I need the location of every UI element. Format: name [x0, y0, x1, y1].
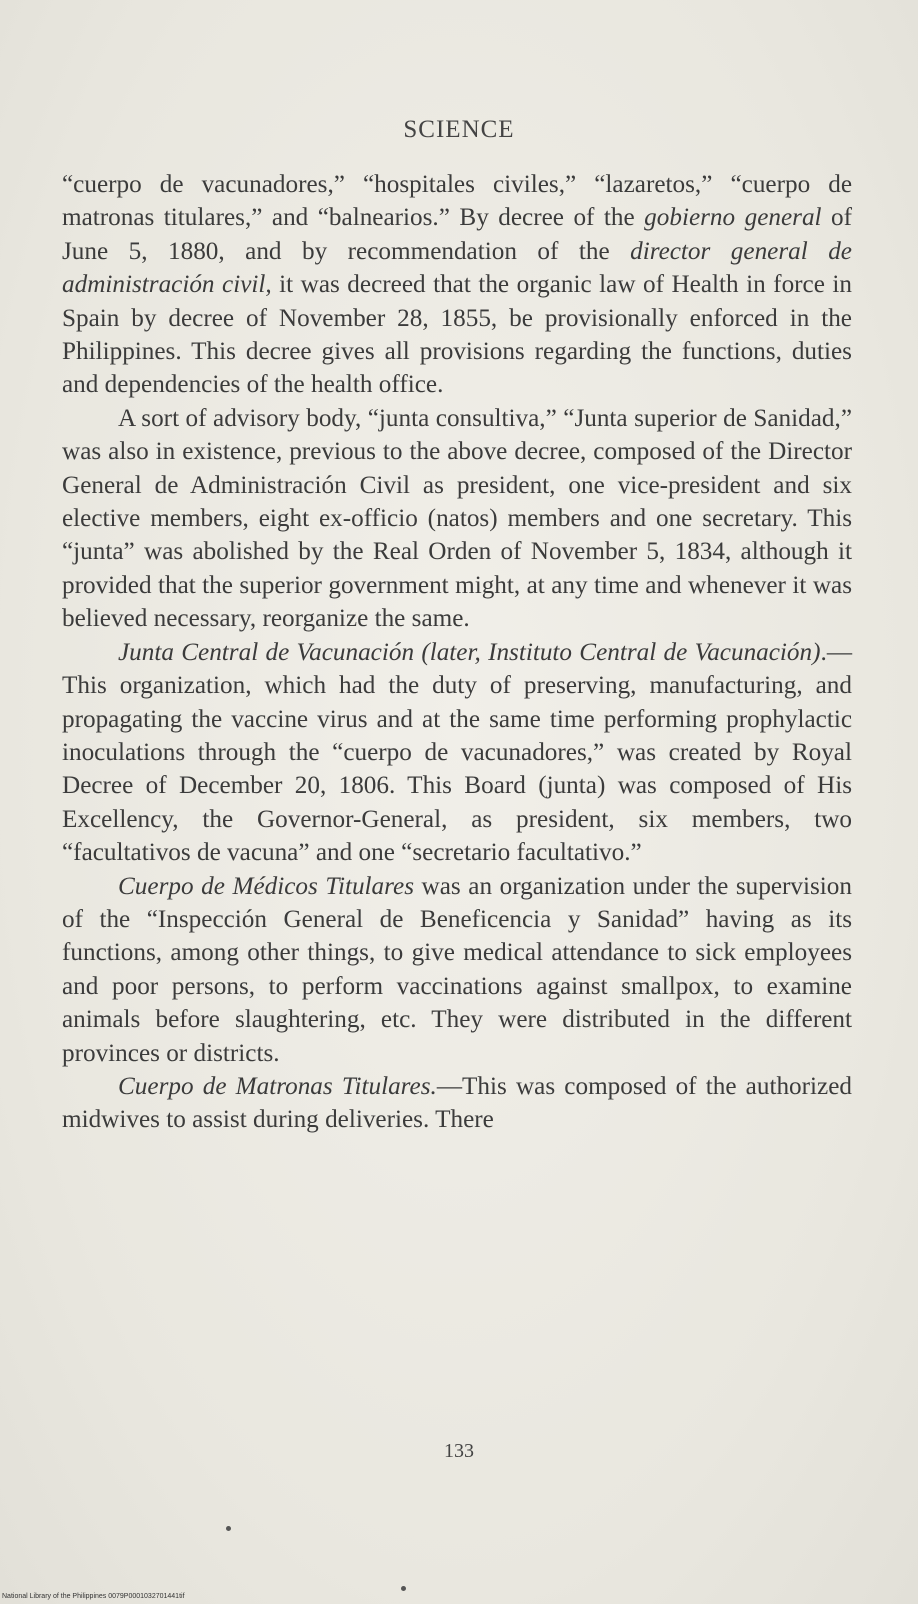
- speck-mark: [401, 1586, 406, 1591]
- speck-mark: [226, 1526, 231, 1531]
- paragraph-2: A sort of advisory body, “junta consultiva,” “Junta superior de Sanidad,” was also in existence, previous to the above decree, composed of the Director General de Administración Civil as president, one vice-president and six elective members, eight ex-officio (natos) members and one secretary. This “junta” was abolished by the Real Orden of November 5, 1834, although it provided that the superior government might, at any time and whenever it was believed necessary, reorganize the same.: [62, 404, 852, 633]
- running-header: SCIENCE: [403, 116, 515, 143]
- page-number: 133: [444, 1440, 474, 1462]
- paragraph-3: Junta Central de Vacunación (later, Instituto Central de Vacunación).—This organization, which had the duty of preserving, manufacturing, and propagating the vaccine virus and at the same time performing prophylactic inoculations through the “cuerpo de vacunadores,” was created by Royal Decree of December 20, 1806. This Board (junta) was composed of His Excellency, the Governor-General, as president, six members, two “facultativos de vacuna” and one “secretario facultativo.”: [62, 638, 852, 867]
- paragraph-4: Cuerpo de Médicos Titulares was an organization under the supervision of the “Inspección General de Beneficencia y Sanidad” having as its functions, among other things, to give medical attendance to sick employees and poor persons, to perform vaccinations against smallpox, to examine animals before slaughtering, etc. They were distributed in the different provinces or districts.: [62, 872, 852, 1067]
- scan-credit: National Library of the Philippines 0079P0001032701441tif: [2, 1593, 185, 1600]
- paragraph-1: “cuerpo de vacunadores,” “hospitales civiles,” “lazaretos,” “cuerpo de matronas titulares,” and “balnearios.” By decree of the gobierno general of June 5, 1880, and by recommendation of the director general de administración civil, it was decreed that the organic law of Health in force in Spain by decree of November 28, 1855, be provisionally enforced in the Philippines. This decree gives all provisions regarding the functions, duties and dependencies of the health office.: [62, 171, 853, 399]
- body-text: [62, 168, 852, 1137]
- paragraph-5: Cuerpo de Matronas Titulares.—This was composed of the authorized midwives to assist during deliveries. There: [62, 1072, 852, 1134]
